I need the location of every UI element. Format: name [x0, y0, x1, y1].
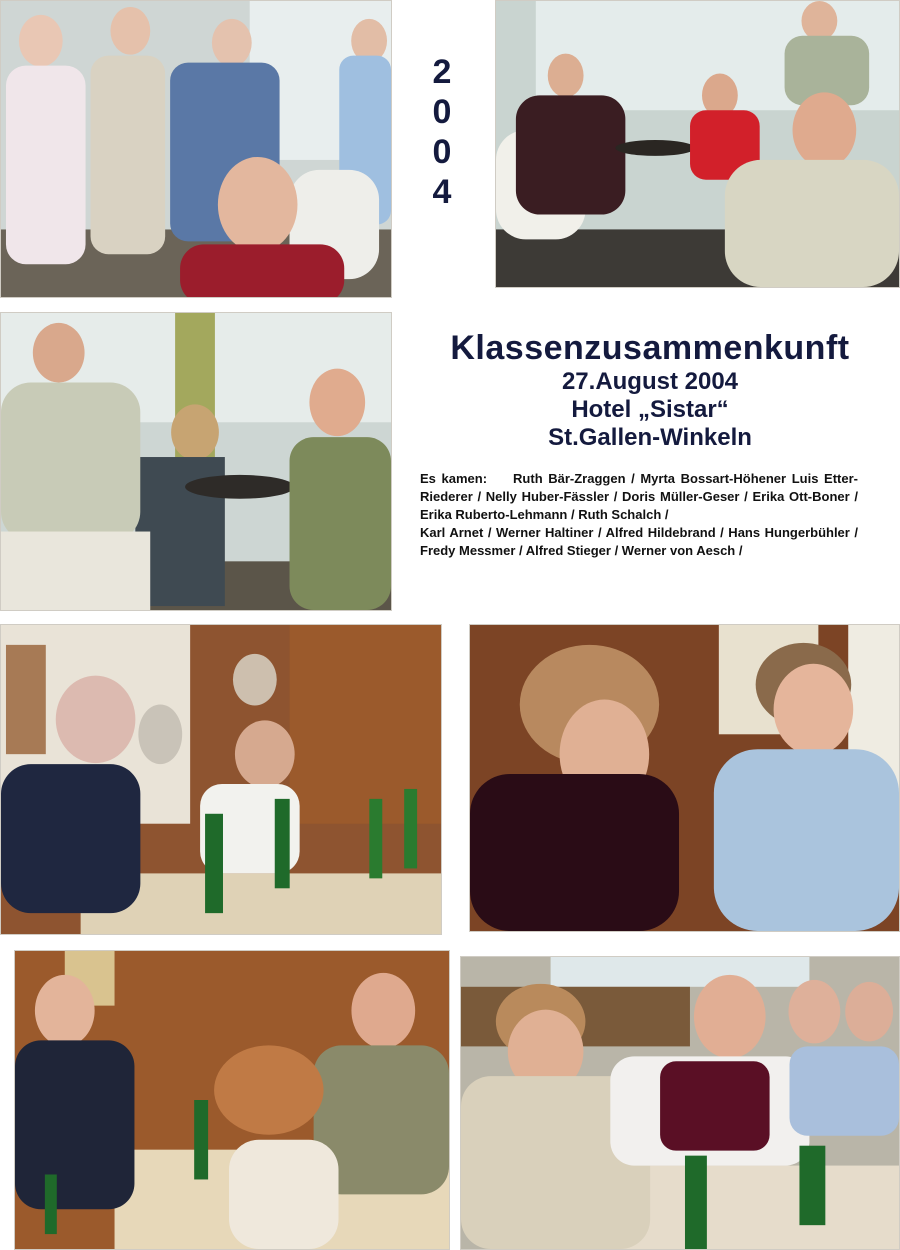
attendee-list [420, 470, 858, 560]
year-vertical [424, 52, 460, 212]
year-digit: 4 [432, 173, 452, 211]
year-digit: 0 [432, 93, 452, 131]
attendee-women: Ruth Bär-Zraggen / Myrta Bossart-Höhener Luis Etter-Riederer / Nelly Huber-Fässler / Doris Müller-Geser / Erika Ott-Boner / Erika Ruberto-Lehmann / Ruth Schalch / [420, 471, 858, 522]
event-heading [400, 328, 900, 452]
photo-two-women [469, 624, 900, 932]
photo-lounge-seated [495, 0, 900, 288]
event-location: St.Gallen-Winkeln [548, 424, 752, 451]
photo-table-women [0, 624, 442, 935]
year-digit: 2 [432, 53, 452, 91]
photo-group-standing [0, 0, 392, 298]
year-digit: 0 [432, 133, 452, 171]
photo-long-table [460, 956, 900, 1250]
photo-two-men-seated [0, 312, 392, 611]
event-date: 27.August 2004 [561, 368, 739, 395]
attendee-label: Es kamen: [420, 471, 488, 486]
attendee-men: Karl Arnet / Werner Haltiner / Alfred Hildebrand / Hans Hungerbühler / Fredy Messmer / Alfred Stieger / Werner von Aesch / [420, 525, 858, 558]
event-title: Klassenzusammenkunft [450, 329, 850, 367]
event-venue: Hotel „Sistar“ [571, 396, 729, 423]
photo-men-at-table [14, 950, 450, 1250]
